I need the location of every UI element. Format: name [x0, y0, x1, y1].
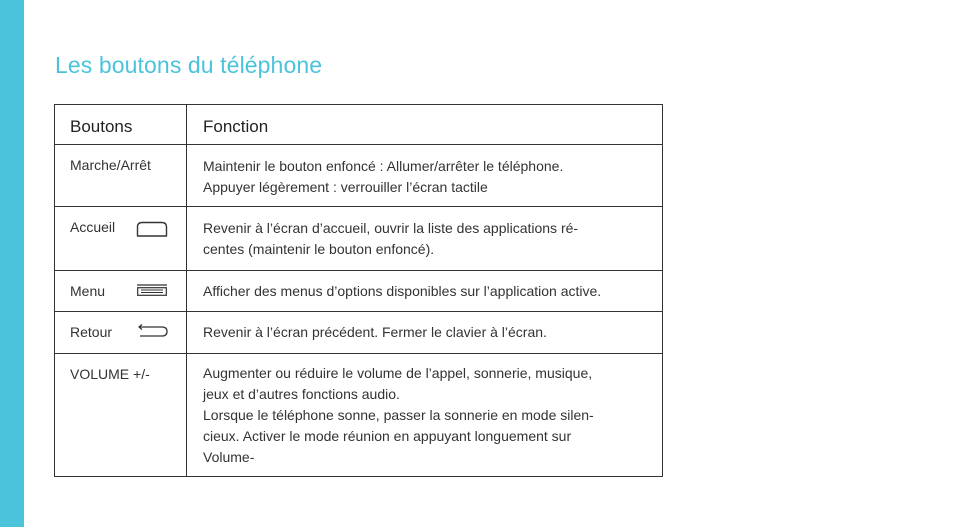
button-name: Marche/Arrêt [70, 157, 151, 173]
function-cell [187, 145, 663, 207]
table-row [55, 312, 663, 354]
button-cell [55, 354, 187, 477]
function-text: jeux et d’autres fonctions audio. [203, 386, 400, 402]
button-cell [55, 312, 187, 354]
function-text: Afficher des menus d’options disponibles sur l’application active. [203, 283, 602, 299]
button-cell [55, 207, 187, 271]
header-cell [187, 105, 663, 145]
table-row [55, 207, 663, 271]
function-cell [187, 271, 663, 312]
function-text: Lorsque le téléphone sonne, passer la sonnerie en mode silen- [203, 407, 594, 423]
button-name: Accueil [70, 219, 116, 235]
function-text: Revenir à l’écran précédent. Fermer le clavier à l’écran. [203, 324, 547, 340]
function-cell [187, 354, 663, 477]
table-row [55, 145, 663, 207]
button-name: VOLUME +/- [70, 366, 150, 382]
function-text: Augmenter ou réduire le volume de l’appel, sonnerie, musique, [203, 365, 593, 381]
table-row [55, 354, 663, 477]
function-text: Maintenir le bouton enfoncé : Allumer/arrêter le téléphone. [203, 158, 564, 174]
header-buttons: Boutons [70, 117, 133, 136]
function-text: centes (maintenir le bouton enfoncé). [203, 241, 435, 257]
button-cell [55, 145, 187, 207]
side-accent-bar [0, 0, 24, 527]
table-header-row [55, 105, 663, 145]
header-function: Fonction [203, 117, 269, 136]
button-name: Retour [70, 324, 113, 340]
button-name: Menu [70, 283, 106, 299]
header-cell [55, 105, 187, 145]
button-cell [55, 271, 187, 312]
table-row [55, 271, 663, 312]
function-text: Volume- [203, 449, 255, 465]
function-cell [187, 312, 663, 354]
function-text: Revenir à l’écran d’accueil, ouvrir la liste des applications ré- [203, 220, 579, 236]
function-cell [187, 207, 663, 271]
function-text: cieux. Activer le mode réunion en appuyant longuement sur [203, 428, 572, 444]
buttons-table [54, 104, 663, 477]
function-text: Appuyer légèrement : verrouiller l’écran tactile [203, 179, 488, 195]
page-title: Les boutons du téléphone [55, 52, 323, 78]
menu-icon [137, 284, 167, 296]
home-icon [136, 221, 168, 237]
back-icon [138, 324, 168, 338]
